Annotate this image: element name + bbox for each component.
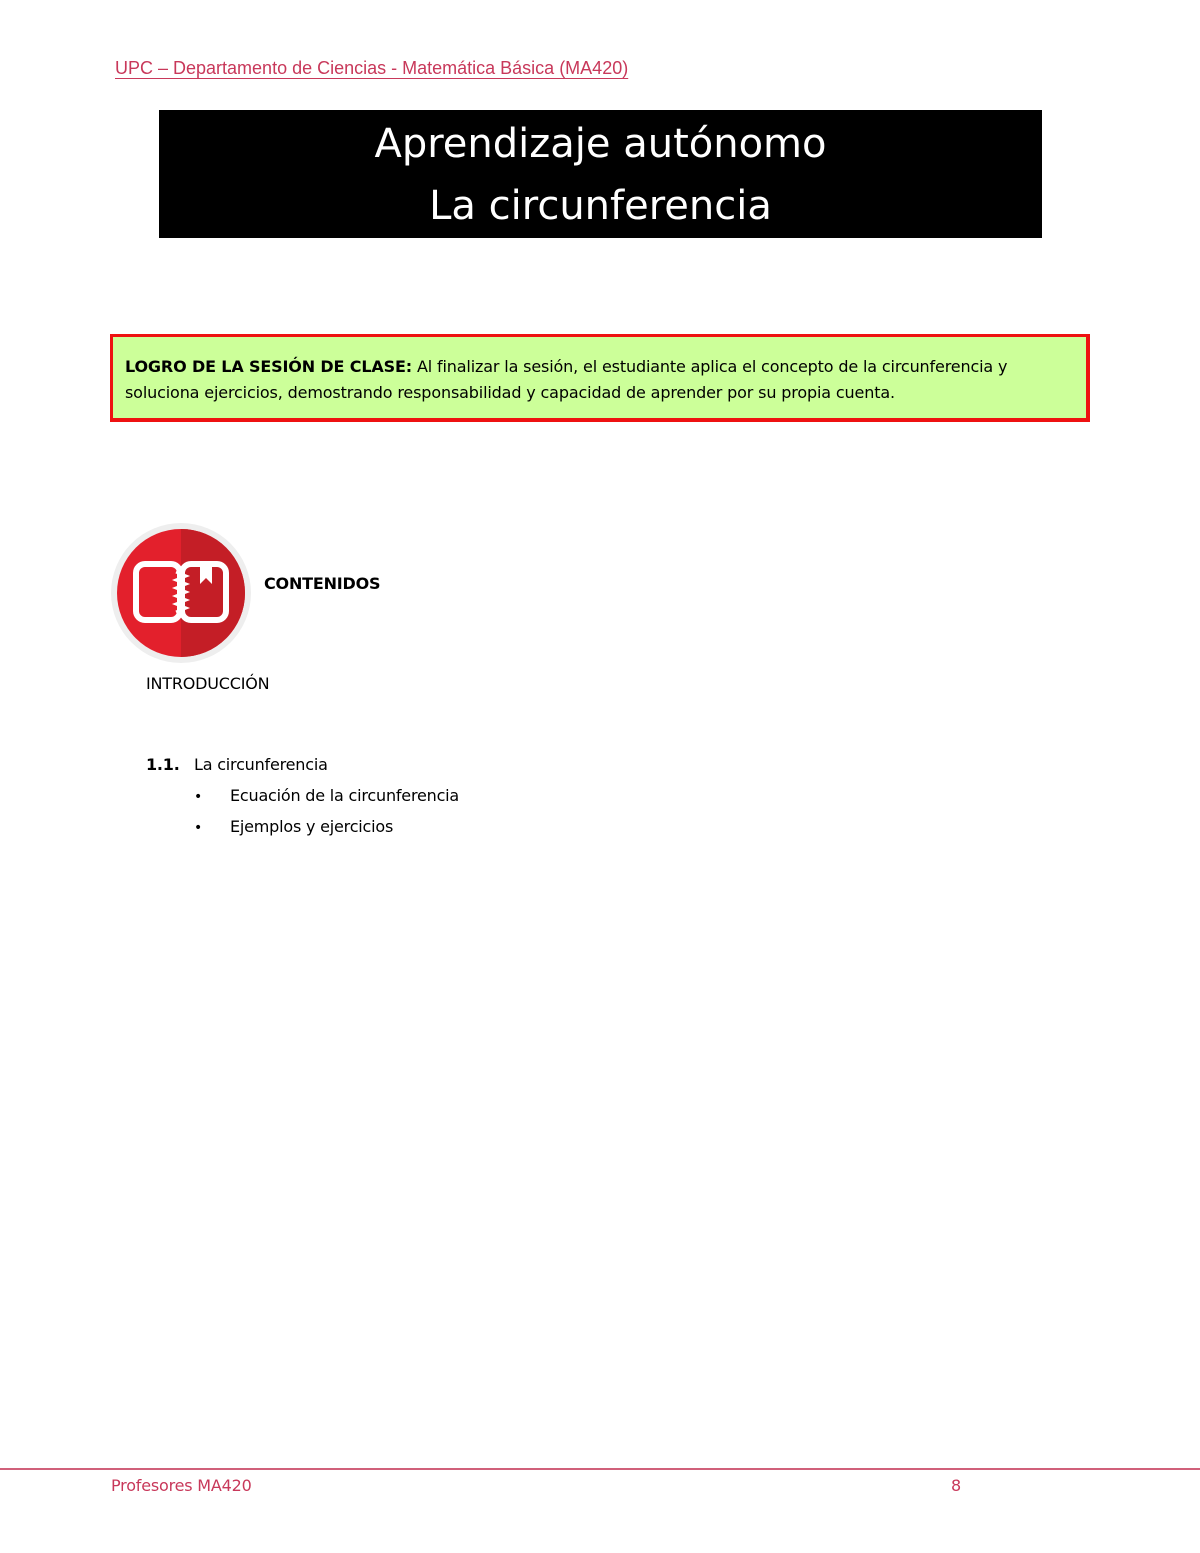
title-line-2: La circunferencia xyxy=(429,183,772,229)
list-item-text: Ejemplos y ejercicios xyxy=(230,817,394,836)
footer-authors: Profesores MA420 xyxy=(111,1476,252,1495)
contents-heading: CONTENIDOS xyxy=(264,574,381,593)
book-icon xyxy=(110,522,252,664)
contents-list xyxy=(194,786,459,848)
footer-divider xyxy=(0,1468,1200,1470)
bullet-icon: • xyxy=(194,820,203,836)
session-goal-label: LOGRO DE LA SESIÓN DE CLASE: xyxy=(125,357,413,376)
bullet-icon: • xyxy=(194,789,203,805)
section-title: La circunferencia xyxy=(194,755,328,774)
section-number: 1.1. xyxy=(146,755,180,774)
page-header: UPC – Departamento de Ciencias - Matemática Básica (MA420) xyxy=(115,58,629,78)
list-item xyxy=(194,817,459,848)
introduction-label: INTRODUCCIÓN xyxy=(146,674,270,693)
title-banner xyxy=(159,110,1042,238)
section-1-1 xyxy=(146,755,328,774)
page-number: 8 xyxy=(951,1476,962,1495)
session-goal-text: Al finalizar la sesión, el estudiante aplica el concepto de la circunferencia y soluciona ejercicios, demostrando responsabilidad y capacidad de aprender por su propia cuenta. xyxy=(125,357,1008,402)
list-item-text: Ecuación de la circunferencia xyxy=(230,786,460,805)
list-item xyxy=(194,786,459,817)
session-goal-box xyxy=(110,334,1090,422)
title-line-1: Aprendizaje autónomo xyxy=(374,121,827,167)
